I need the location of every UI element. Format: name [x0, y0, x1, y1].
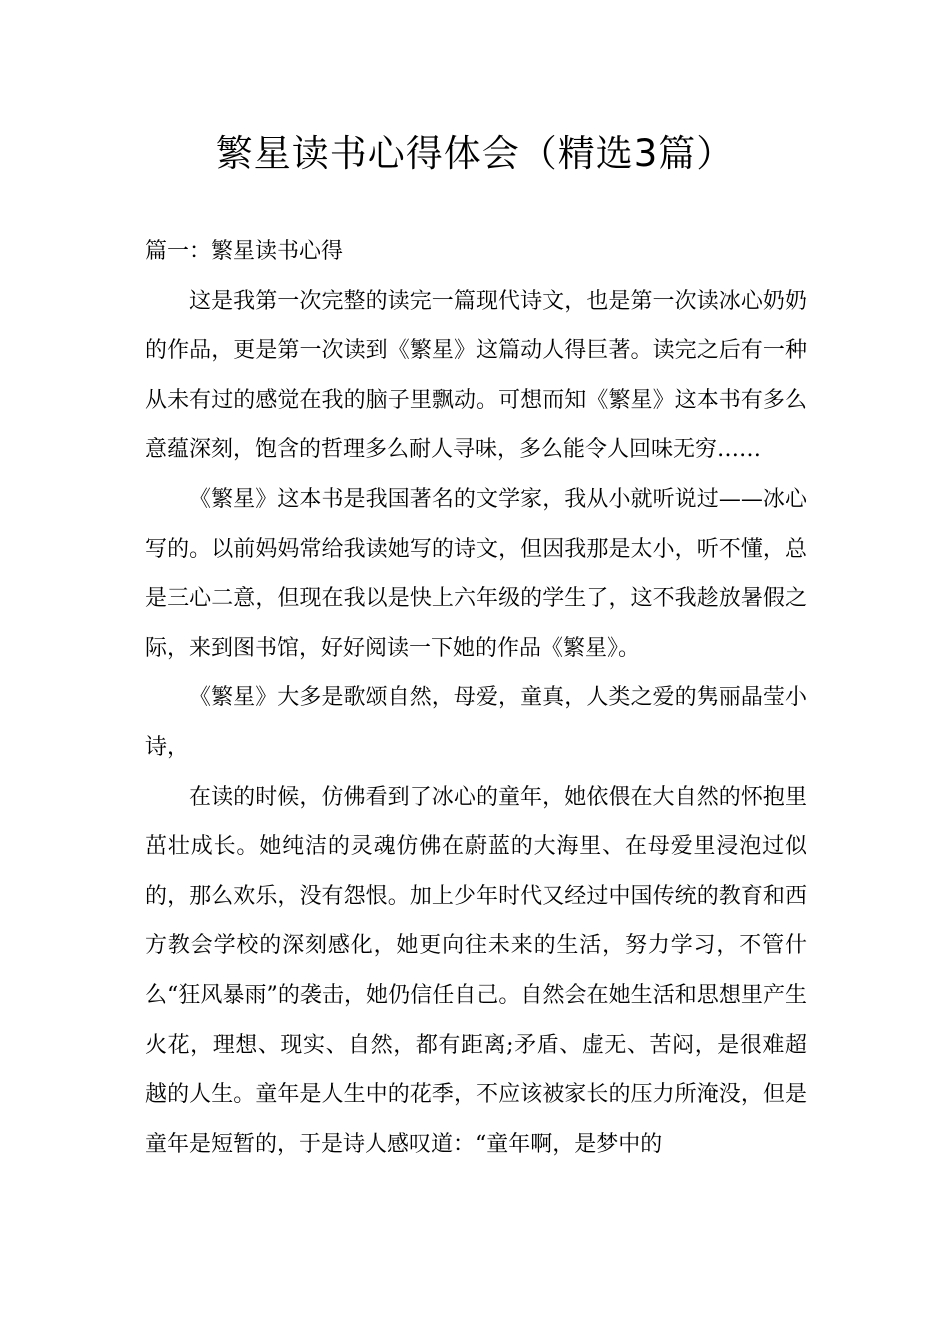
- document-body: [145, 227, 807, 1169]
- document-title: 繁星读书心得体会（精选3篇）: [215, 132, 735, 175]
- paragraph-4: 在读的时候，仿佛看到了冰心的童年，她依偎在大自然的怀抱里茁壮成长。她纯洁的灵魂仿佛在蔚蓝的大海里、在母爱里浸泡过似的，那么欢乐，没有怨恨。加上少年时代又经过中国传统的教育和西方教会学校的深刻感化，她更向往未来的生活，努力学习，不管什么“狂风暴雨”的袭击，她仍信任自己。自然会在她生活和思想里产生火花，理想、现实、自然，都有距离;矛盾、虚无、苦闷，是很难超越的人生。童年是人生中的花季，不应该被家长的压力所淹没，但是童年是短暂的，于是诗人感叹道：“童年啊，是梦中的: [145, 784, 807, 1157]
- paragraph-2: 《繁星》这本书是我国著名的文学家，我从小就听说过——冰心写的。以前妈妈常给我读她写的诗文，但因我那是太小，听不懂，总是三心二意，但现在我以是快上六年级的学生了，这不我趁放暑假之际，来到图书馆，好好阅读一下她的作品《繁星》。: [145, 486, 807, 661]
- paragraph-1: 这是我第一次完整的读完一篇现代诗文，也是第一次读冰心奶奶的作品，更是第一次读到《繁星》这篇动人得巨著。读完之后有一种从未有过的感觉在我的脑子里飘动。可想而知《繁星》这本书有多么意蕴深刻，饱含的哲理多么耐人寻味，多么能令人回味无穷……: [145, 288, 807, 463]
- section-heading: 篇一：繁星读书心得: [145, 239, 344, 264]
- paragraph-3: 《繁星》大多是歌颂自然，母爱，童真，人类之爱的隽丽晶莹小诗，: [145, 685, 807, 760]
